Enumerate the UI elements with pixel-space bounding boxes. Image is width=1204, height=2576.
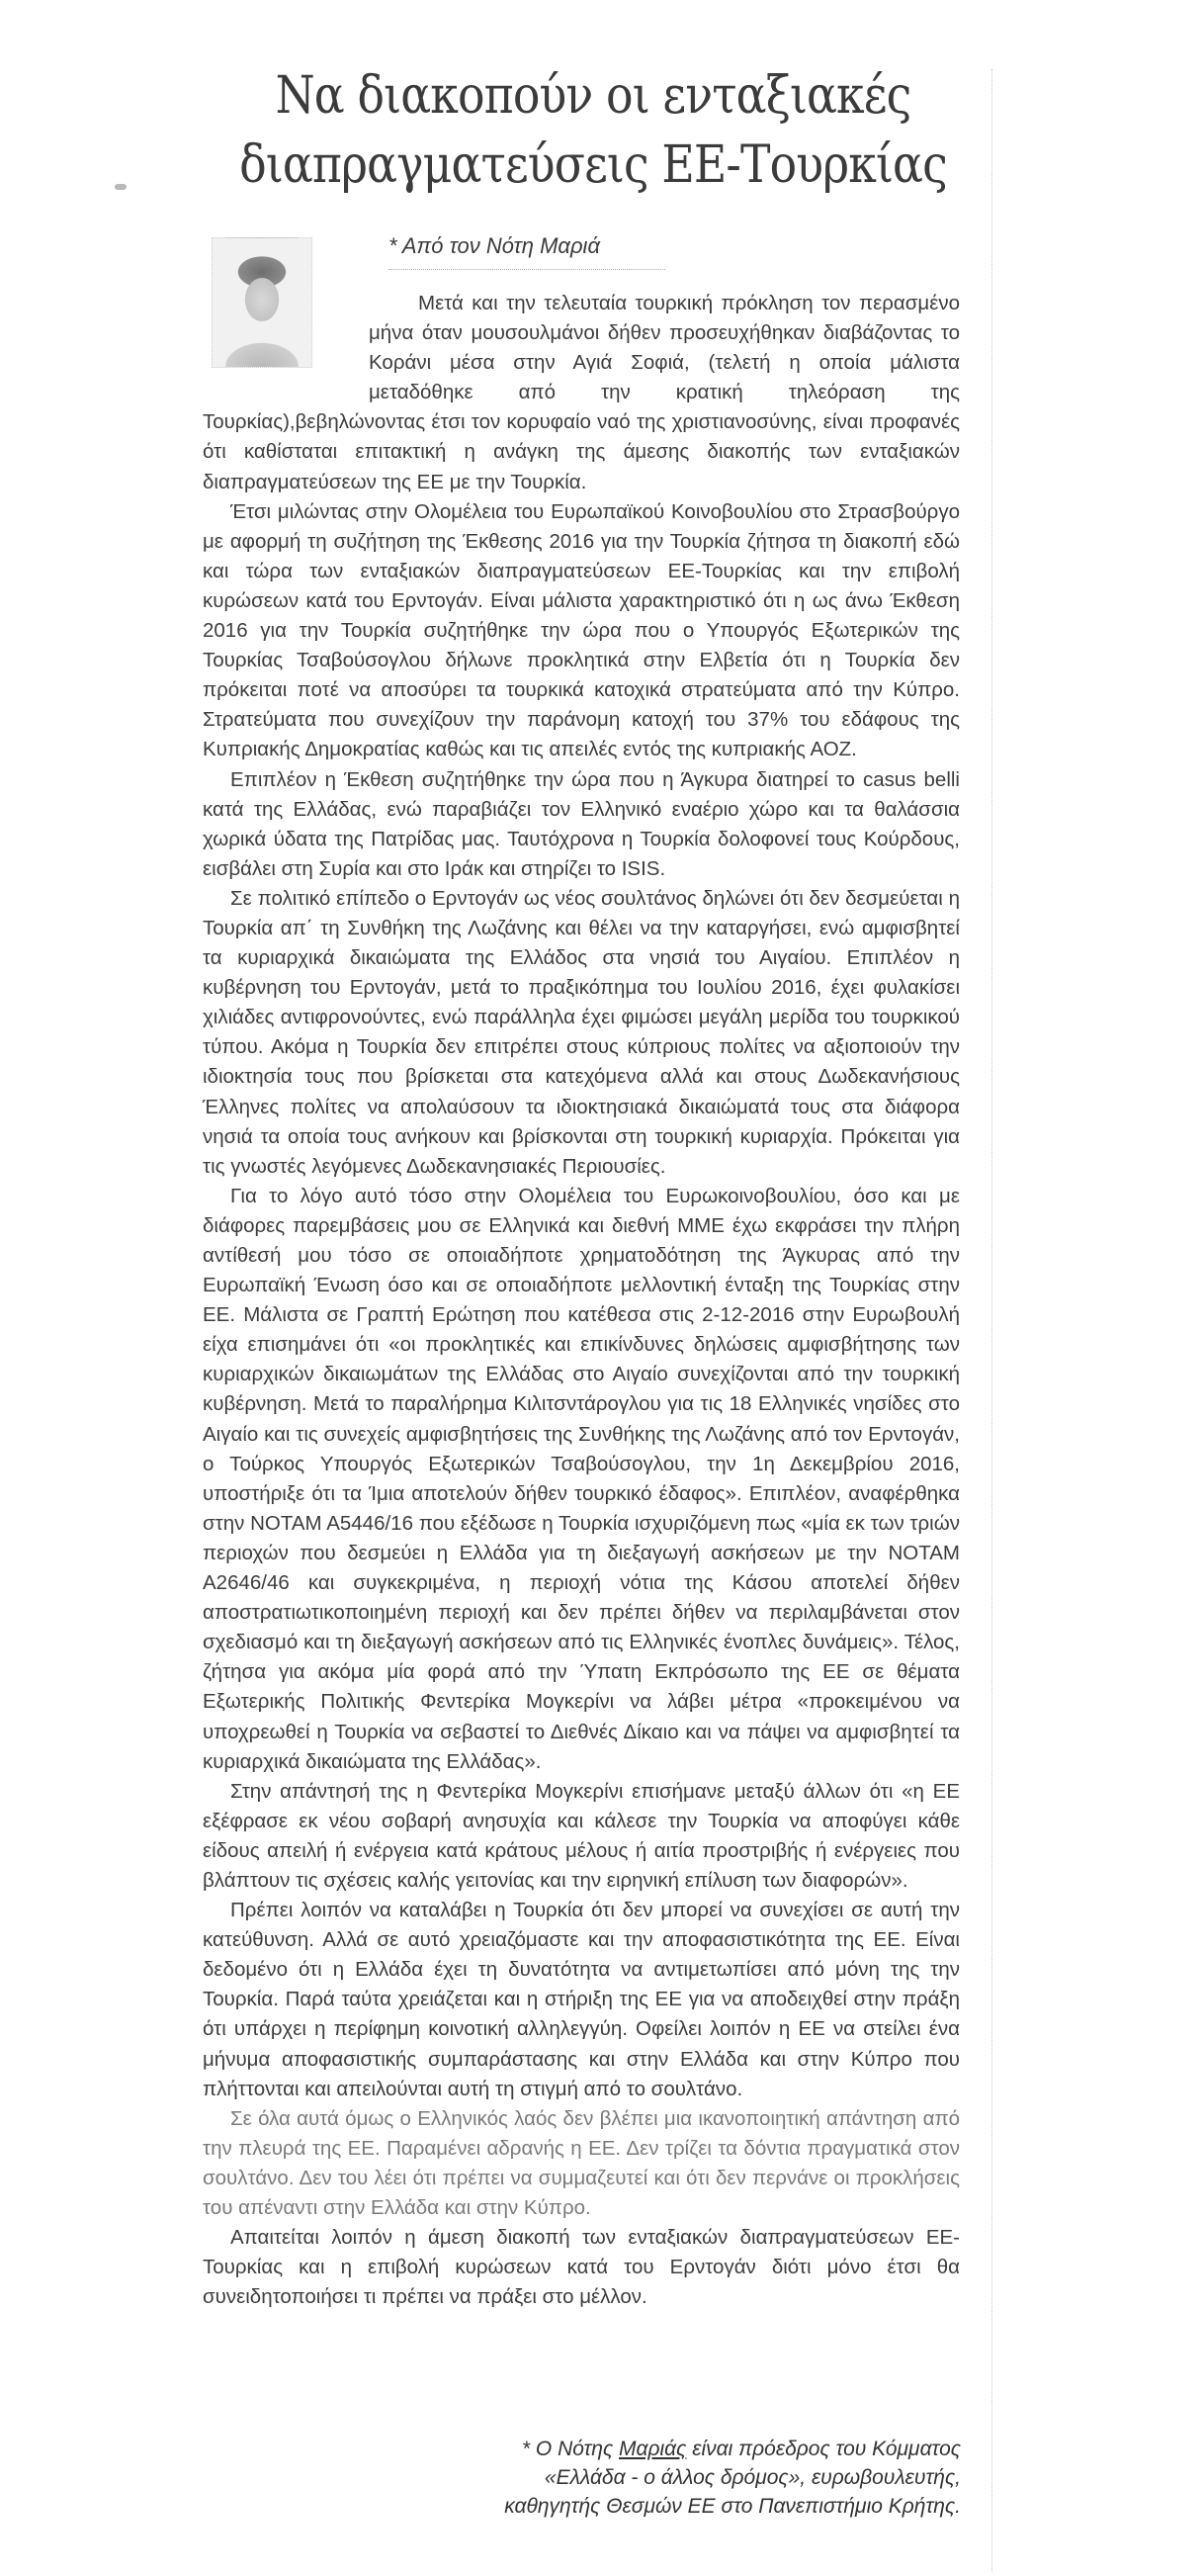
paragraph: Στην απάντησή της η Φεντερίκα Μογκερίνι επισήμανε μεταξύ άλλων ότι «η ΕΕ εξέφρασε εκ νέου σοβαρή ανησυχία και κάλεσε την Τουρκία να αποφύγει κάθε είδους απειλή ή ενέργεια κατά κράτους μέλους ή αιτία προστριβής ή ενέργειες που βλάπτουν τις σχέσεις καλής γειτονίας και την ειρηνική επίλυση των διαφορών». xyxy=(203,1779,960,1892)
headline-line-1: Να διακοπούν οι ενταξιακές xyxy=(275,66,911,126)
paragraph: Σε όλα αυτά όμως ο Ελληνικός λαός δεν βλέπει μια ικανοποιητική απάντηση από την πλευρά της ΕΕ. Παραμένει αδρανής η ΕΕ. Δεν τρίζει τα δόντια πραγματικά στον σουλτάνο. Δεν του λέει ότι πρέπει να συμμαζευτεί και ότι δεν περνάνε οι προκλήσεις του απέναντι στην Ελλάδα και στην Κύπρο. xyxy=(203,2106,960,2219)
photo-wrap-space xyxy=(203,289,369,405)
author-note-line2: «Ελλάδα - ο άλλος δρόμος», ευρωβουλευτής, xyxy=(544,2466,961,2489)
headline xyxy=(202,61,985,200)
paragraph: Μετά και την τελευταία τουρκική πρόκληση τον περασμένο μήνα όταν μουσουλμάνοι δήθεν προσευχήθηκαν διαβάζοντας το Κοράνι μέσα στην Αγιά Σοφιά, (τελετή η οποία μάλιστα μεταδόθηκε από την κρατική τηλεόραση της Τουρκίας),βεβηλώνοντας έτσι τον κορυφαίο ναό της χριστιανοσύνης, είναι προφανές ότι καθίσταται επιτακτική η ανάγκη της άμεσης διακοπής των ενταξιακών διαπραγματεύσεων της ΕΕ με την Τουρκία. xyxy=(203,292,960,493)
column-divider xyxy=(991,69,992,2571)
author-note-line3: καθηγητής Θεσμών ΕΕ στο Πανεπιστήμιο Κρήτης. xyxy=(504,2495,961,2518)
paragraph: Σε πολιτικό επίπεδο ο Ερντογάν ως νέος σουλτάνος δηλώνει ότι δεν δεσμεύεται η Τουρκία απ΄ τη Συνθήκη της Λωζάνης και θέλει να την καταργήσει, ενώ αμφισβητεί τα κυριαρχικά δικαιώματα της Ελλάδος στα νησιά του Αιγαίου. Επιπλέον η κυβέρνηση του Ερντογάν, μετά το πραξικόπημα του Ιουλίου 2016, έχει φυλακίσει χιλιάδες αντιφρονούντες, ενώ παράλληλα έχει φιμώσει μεγάλη μερίδα του τουρκικού τύπου. Ακόμα η Τουρκία δεν επιτρέπει στους κύπριους πολίτες να αξιοποιούν την ιδιοκτησία τους που βρίσκεται στα κατεχόμενα αλλά και στους Δωδεκανήσιους Έλληνες πολίτες να απολαύσουν τα ιδιοκτησιακά δικαιώματά τους στα διάφορα νησιά τα οποία τους ανήκουν και βρίσκονται στη τουρκική κυριαρχία. Πρόκειται για τις γνωστές λεγόμενες Δωδεκανησιακές Περιουσίες. xyxy=(203,886,960,1178)
paragraph: Πρέπει λοιπόν να καταλάβει η Τουρκία ότι δεν μπορεί να συνεχίσει σε αυτή την κατεύθυνση. Αλλά σε αυτό χρειαζόμαστε και την αποφασιστικότητα της ΕΕ. Είναι δεδομένο ότι η Ελλάδα έχει τη δυνατότητα να αντιμετωπίσει από μόνη της την Τουρκία. Παρά ταύτα χρειάζεται και η στήριξη της ΕΕ για να αποδειχθεί στην πράξη ότι υπάρχει η περίφημη κοινοτική αλληλεγγύη. Οφείλει λοιπόν η ΕΕ να στείλει ένα μήνυμα αποφασιστικής συμπαράστασης και στην Ελλάδα και στην Κύπρο που πλήττονται και απειλούνται αυτή τη στιγμή από το σουλτάνο. xyxy=(203,1899,960,2100)
byline: * Από τον Νότη Μαριά xyxy=(388,233,600,258)
author-note xyxy=(356,2435,961,2521)
paragraph: Επιπλέον η Έκθεση συζητήθηκε την ώρα που η Άγκυρα διατηρεί το casus belli κατά της Ελλάδας, ενώ παραβιάζει τον Ελληνικό εναέριο χώρο και τα θαλάσσια χωρικά ύδατα της Πατρίδας μας. Ταυτόχρονα η Τουρκία δολοφονεί τους Κούρδους, εισβάλει στη Συρία και στο Ιράκ και στηρίζει το ISIS. xyxy=(203,767,960,880)
scan-speck xyxy=(115,184,127,190)
article-body xyxy=(203,289,960,2312)
paragraph: Έτσι μιλώντας στην Ολομέλεια του Ευρωπαϊκού Κοινοβουλίου στο Στρασβούργο με αφορμή τη συζήτηση της Έκθεσης 2016 για την Τουρκία ζήτησα τη διακοπή εδώ και τώρα των ενταξιακών διαπραγματεύσεων ΕΕ-Τουρκίας και την επιβολή κυρώσεων κατά του Ερντογάν. Είναι μάλιστα χαρακτηριστικό ότι η ως άνω Έκθεση 2016 για την Τουρκία συζητήθηκε την ώρα που ο Υπουργός Εξωτερικών της Τουρκίας Τσαβούσογλου δήλωνε προκλητικά στην Ελβετία ότι η Τουρκία δεν πρόκειται ποτέ να αποσύρει τα τουρκικά κατοχικά στρατεύματα από την Κύπρο. Στρατεύματα που συνεχίζουν την παράνομη κατοχή του 37% του εδάφους της Κυπριακής Δημοκρατίας καθώς και τις απειλές εντός της κυπριακής ΑΟΖ. xyxy=(203,499,960,761)
headline-line-2: διαπραγματεύσεις ΕΕ-Τουρκίας xyxy=(239,135,947,195)
paragraph: Για το λόγο αυτό τόσο στην Ολομέλεια του Ευρωκοινοβουλίου, όσο και με διάφορες παρεμβάσεις μου σε Ελληνικά και διεθνή ΜΜΕ έχω εκφράσει την πλήρη αντίθεσή μου τόσο σε οποιαδήποτε χρηματοδότηση της Άγκυρας από την Ευρωπαϊκή Ένωση όσο και σε οποιαδήποτε μελλοντική ένταξη της Τουρκίας στην ΕΕ. Μάλιστα σε Γραπτή Ερώτηση που κατέθεσα στις 2-12-2016 στην Ευρωβουλή είχα επισημάνει ότι «οι προκλητικές και επικίνδυνες δηλώσεις αμφισβήτησης των κυριαρχικών δικαιωμάτων της Ελλάδας στο Αιγαίο συνεχίζονται από την τουρκική κυβέρνηση. Μετά το παραλήρημα Κιλιτσντάρογλου για τις 18 Ελληνικές νησίδες στο Αιγαίο και τις συνεχείς αμφισβητήσεις της Συνθήκης της Λωζάνης από τον Ερντογάν, ο Τούρκος Υπουργός Εξωτερικών Τσαβούσογλου, την 1η Δεκεμβρίου 2016, υποστήριξε ότι τα Ίμια αποτελούν δήθεν τουρκικό έδαφος». Επιπλέον, αναφέρθηκα στην NOTAM A5446/16 που εξέδωσε η Τουρκία ισχυριζόμενη πως «μία εκ των τριών περιοχών που δεσμεύει η Ελλάδα για τη διεξαγωγή ασκήσεων με την NOTAM A2646/46 και συγκεκριμένα, η περιοχή νότια της Κάσου αποτελεί δήθεν αποστρατιωτικοποιημένη περιοχή και δεν πρέπει δήθεν να περιλαμβάνεται στον σχεδιασμό και τη διεξαγωγή ασκήσεων από τις Ελληνικές ένοπλες δυνάμεις». Τέλος, ζήτησα για ακόμα μία φορά από την Ύπατη Εκπρόσωπο της ΕΕ σε θέματα Εξωτερικής Πολιτικής Φεντερίκα Μογκερίνι να λάβει μέτρα «προκειμένου να υποχρεωθεί η Τουρκία να σεβαστεί το Διεθνές Δίκαιο και να πάψει να αμφισβητεί τα κυριαρχικά δικαιώματα της Ελλάδας». xyxy=(203,1184,960,1773)
author-surname: Μαριάς xyxy=(619,2438,687,2460)
author-note-prefix: * Ο Νότης xyxy=(521,2438,620,2460)
author-note-line1: είναι πρόεδρος του Κόμματος xyxy=(686,2438,961,2460)
byline-divider xyxy=(388,269,665,270)
paragraph: Απαιτείται λοιπόν η άμεση διακοπή των ενταξιακών διαπραγματεύσεων ΕΕ-Τουρκίας και η επιβολή κυρώσεων κατά του Ερντογάν διότι μόνο έτσι θα συνειδητοποιήσει τι πρέπει να πράξει στο μέλλον. xyxy=(203,2226,960,2309)
